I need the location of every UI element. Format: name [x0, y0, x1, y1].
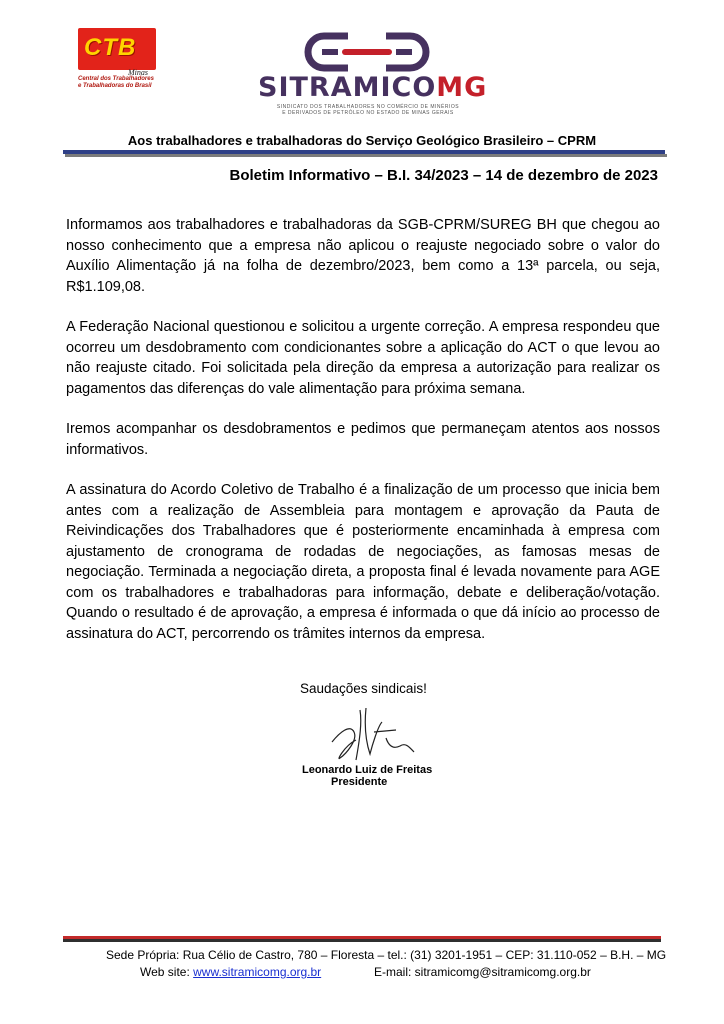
sitramico-logo-mark — [302, 32, 432, 72]
footer-divider — [63, 936, 661, 942]
footer-website — [140, 964, 321, 981]
bulletin-body — [66, 215, 660, 664]
document-heading: Aos trabalhadores e trabalhadoras do Serviço Geológico Brasileiro – CPRM — [127, 133, 597, 148]
sitramico-name-part1: SITRAMICO — [258, 72, 437, 103]
sitramico-logo-tagline — [268, 104, 468, 116]
sitramico-tagline-line2: E DERIVADOS DE PETRÓLEO NO ESTADO DE MINAS GERAIS — [282, 110, 454, 116]
footer-divider-dark — [63, 939, 661, 942]
header-divider — [63, 150, 665, 157]
signer-name: Leonardo Luiz de Freitas — [302, 764, 433, 776]
ctb-subtitle-line1: Central dos Trabalhadores — [78, 76, 154, 82]
header-divider-line — [63, 150, 665, 154]
closing-greeting: Saudações sindicais! — [300, 681, 427, 696]
footer-address: Sede Própria: Rua Célio de Castro, 780 – Floresta – tel.: (31) 3201-1951 – CEP: 31.110-052 – B.H. – MG — [106, 948, 667, 962]
paragraph: Iremos acompanhar os desdobramentos e pedimos que permaneçam atentos aos nossos informativos. — [66, 421, 660, 458]
signer-block — [302, 764, 432, 788]
footer-website-label: Web site: — [140, 965, 194, 979]
ctb-logo — [78, 28, 160, 98]
ctb-logo-minas: Minas — [128, 68, 148, 77]
signer-role: Presidente — [331, 776, 388, 788]
footer-email: E-mail: sitramicomg@sitramicomg.org.br — [374, 965, 591, 979]
ctb-logo-letters: CTB — [84, 34, 137, 61]
paragraph: A assinatura do Acordo Coletivo de Trabalho é a finalização de um processo que inicia bem antes com a realização de Assembleia para montagem e aprovação da Pauta de Reivindicações dos Trabalhadores que é posteriormente encaminhada à empresa com ajustamento de cronograma de rodadas de negociações, as famosas mesas de negociação. Terminada a negociação direta, a proposta final é levada novamente para AGE com os trabalhadores e trabalhadoras para informação, debate e deliberação/votação. Quando o resultado é de aprovação, a empresa é informada o que dá início ao processo de assinatura do ACT, percorrendo os trâmites internos da empresa. — [66, 482, 660, 642]
paragraph: Informamos aos trabalhadores e trabalhadoras da SGB-CPRM/SUREG BH que chegou ao nosso conhecimento que a empresa não aplicou o reajuste negociado sobre o valor do Auxílio Alimentação já na folha de dezembro/2023, bem como a 13ª parcela, ou seja, R$1.109,08. — [66, 217, 660, 295]
ctb-subtitle-line2: e Trabalhadoras do Brasil — [78, 83, 152, 89]
sitramico-logo — [258, 32, 488, 118]
handwritten-signature — [326, 702, 416, 764]
sitramico-name-part2: MG — [436, 72, 488, 103]
header-divider-shadow — [65, 154, 667, 157]
website-link[interactable]: www.sitramicomg.org.br — [193, 965, 322, 979]
bulletin-title: Boletim Informativo – B.I. 34/2023 – 14 de dezembro de 2023 — [229, 167, 658, 184]
sitramico-tagline-line1: SINDICATO DOS TRABALHADORES NO COMÉRCIO DE MINÉRIOS — [276, 104, 460, 110]
sitramico-logo-name — [258, 72, 488, 103]
ctb-logo-subtitle — [78, 76, 168, 90]
paragraph: A Federação Nacional questionou e solicitou a urgente correção. A empresa respondeu que ocorreu um desdobramento com condicionantes sobre a aplicação do ACT o que levou ao não reajuste citado. Foi solicitada pela direção da empresa a autorização para realizar os pagamentos das diferenças do vale alimentação para próxima semana. — [66, 319, 660, 397]
